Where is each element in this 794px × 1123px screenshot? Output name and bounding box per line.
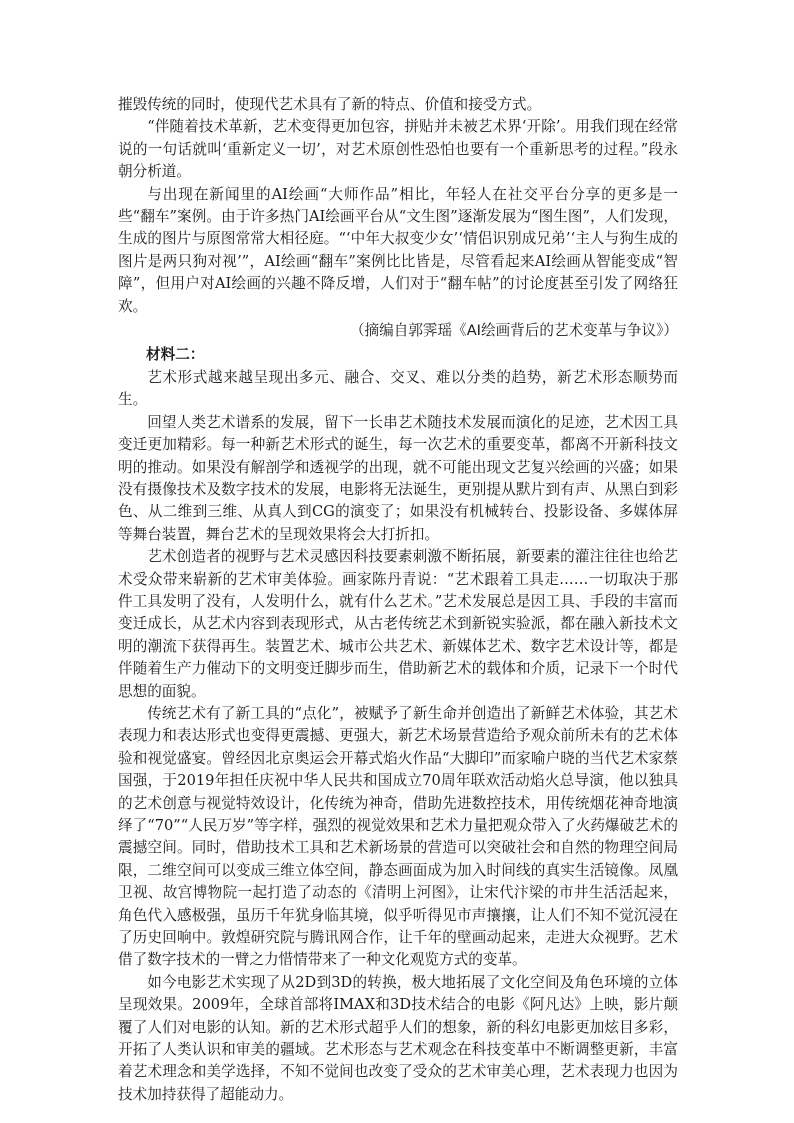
source-citation: （摘编自郭霁瑶《AI绘画背后的艺术变革与争议》） <box>349 322 678 340</box>
document-page <box>118 94 678 1106</box>
paragraph-film-art: 如今电影艺术实现了从2D到3D的转换，极大地拓展了文化空间及角色环境的立体呈现效果。2009年，全球首部将IMAX和3D技术结合的电影《阿凡达》上映，影片颠覆了人们对电影的认知。新的艺术形式超乎人们的想象，新的科幻电影更加炫目多彩，开拓了人类认识和审美的疆域。艺术形态与艺术观念在科技变革中不断调整更新，丰富着艺术理念和美学选择，不知不觉间也改变了受众的艺术审美心理，艺术表现力也因为技术加持获得了超能动力。 <box>118 973 678 1103</box>
paragraph-art-history: 回望人类艺术谱系的发展，留下一长串艺术随技术发展而演化的足迹，艺术因工具变迁更加精彩。每一种新艺术形式的诞生，每一次艺术的重要变革，都离不开新科技文明的推动。如果没有解剖学和透视学的出现，就不可能出现文艺复兴绘画的兴盛；如果没有摄像技术及数字技术的发展，电影将无法诞生，更别提从默片到有声、从黑白到彩色、从二维到三维、从真人到CG的演变了；如果没有机械转台、投影设备、多媒体屏等舞台装置，舞台艺术的呈现效果将会大打折扣。 <box>118 413 678 543</box>
paragraph-art-creators: 艺术创造者的视野与艺术灵感因科技要素刺激不断拓展，新要素的灌注往往也给艺术受众带来崭新的艺术审美体验。画家陈丹青说：“艺术跟着工具走……一切取决于那件工具发明了没有，人发明什么，就有什么艺术。”艺术发展总是因工具、手段的丰富而变迁成长，从艺术内容到表现形式，从古老传统艺术到新锐实验派，都在融入新技术文明的潮流下获得再生。装置艺术、城市公共艺术、新媒体艺术、数字艺术设计等，都是伴随着生产力催动下的文明变迁脚步而生，借助新艺术的载体和介质，记录下一个时代思想的面貌。 <box>118 548 678 700</box>
paragraph-quote-duan: “伴随着技术革新，艺术变得更加包容，拼贴并未被艺术界‘开除’。用我们现在经常说的一句话就叫‘重新定义一切’，对艺术原创性恐怕也要有一个重新思考的过程。”段永朝分析道。 <box>118 118 678 181</box>
material-two-heading: 材料二： <box>146 346 205 364</box>
paragraph-ai-failures: 与出现在新闻里的AI绘画“大师作品”相比，年轻人在社交平台分享的更多是一些“翻车”案例。由于许多热门AI绘画平台从“文生图”逐渐发展为“图生图”，人们发现，生成的图片与原图常常大相径庭。“‘中年大叔变少女’‘情侣识别成兄弟’‘主人与狗生成的图片是两只狗对视’”，AI绘画“翻车”案例比比皆是，尽管看起来AI绘画从智能变成“智障”，但用户对AI绘画的兴趣不降反增，人们对于“翻车帖”的讨论度甚至引发了网络狂欢。 <box>118 185 678 315</box>
paragraph-continuation: 摧毁传统的同时，使现代艺术具有了新的特点、价值和接受方式。 <box>118 96 542 113</box>
paragraph-traditional-art: 传统艺术有了新工具的“点化”，被赋予了新生命并创造出了新鲜艺术体验，其艺术表现力和表达形式也变得更震撼、更强大，新艺术场景营造给予观众前所未有的艺术体验和视觉盛宴。曾经因北京奥运会开幕式焰火作品“大脚印”而家喻户晓的当代艺术家蔡国强，于2019年担任庆祝中华人民共和国成立70周年联欢活动焰火总导演，他以独具的艺术创意与视觉特效设计，化传统为神奇，借助先进数控技术，用传统烟花神奇地演绎了“70”“人民万岁”等字样，强烈的视觉效果和艺术力量把观众带入了火药爆破艺术的震撼空间。同时，借助技术工具和艺术新场景的营造可以突破社会和自然的物理空间局限，二维空间可以变成三维立体空间，静态画面成为加入时间线的真实生活镜像。凤凰卫视、故宫博物院一起打造了动态的《清明上河图》，让宋代汴梁的市井生活活起来，角色代入感极强，虽历千年犹身临其境，似乎听得见市声攘攘，让人们不知不觉沉浸在了历史回响中。敦煌研究院与腾讯网合作，让千年的壁画动起来，走进大众视野。艺术借了数字技术的一臂之力惜情带来了一种文化观览方式的变革。 <box>118 704 678 969</box>
paragraph-art-forms: 艺术形式越来越呈现出多元、融合、交叉、难以分类的趋势，新艺术形态顺势而生。 <box>118 368 678 409</box>
